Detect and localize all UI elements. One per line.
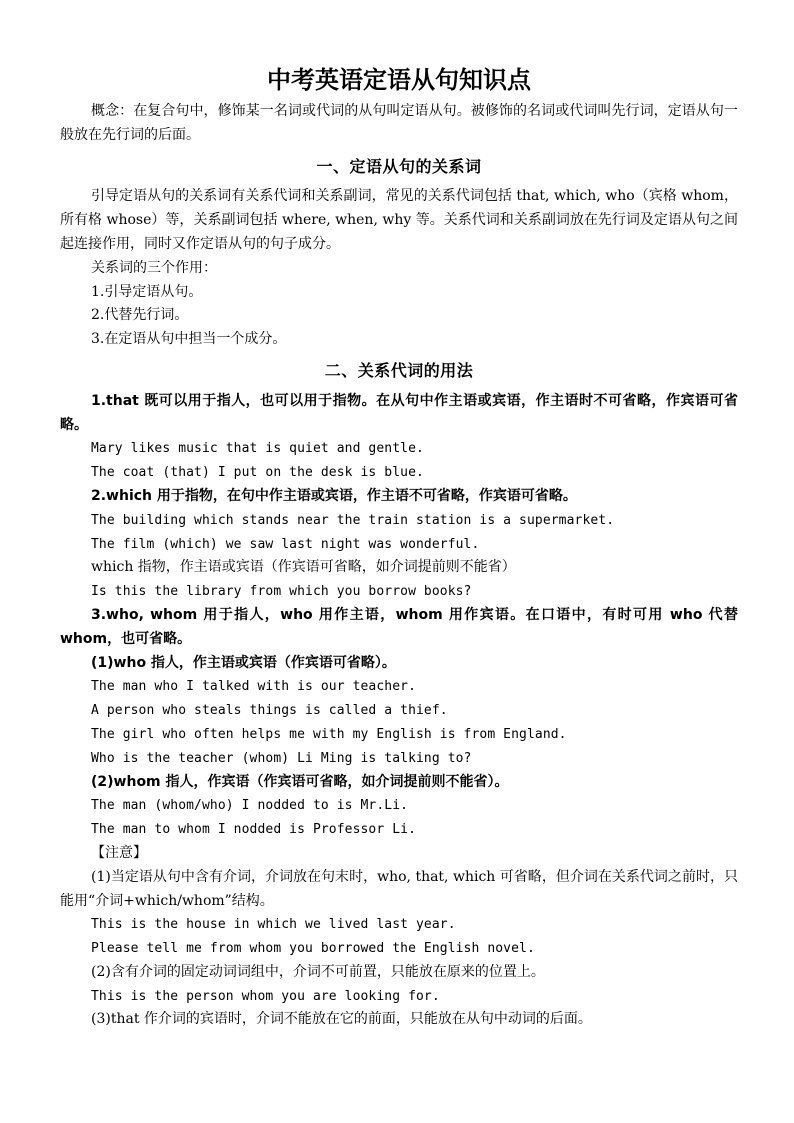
example-sentence: This is the house in which we lived last year. <box>91 917 456 933</box>
example-sentence: The coat (that) I put on the desk is blue. <box>91 465 424 481</box>
example-sentence: Please tell me from whom you borrowed the English novel. <box>91 941 535 957</box>
section-1-heading: 一、定语从句的关系词 <box>316 156 482 176</box>
example-sentence: The building which stands near the train station is a supermarket. <box>91 512 615 528</box>
function-item: 1.引导定语从句。 <box>91 283 203 300</box>
example-sentence: This is the person whom you are looking for. <box>91 988 440 1004</box>
note-1: (1)当定语从句中含有介词，介词放在句末时，who, that, which 可省略，但介词在关系代词之前时，只能用“介词+which/whom”结构。 <box>60 868 738 909</box>
example-sentence: The film (which) we saw last night was wonderful. <box>91 536 480 552</box>
rule-that: 1.that 既可以用于指人，也可以用于指物。在从句中作主语或宾语，作主语时不可省略，作宾语可省略。 <box>60 392 738 433</box>
intro-paragraph: 概念：在复合句中，修饰某一名词或代词的从句叫定语从句。被修饰的名词或代词叫先行词，定语从句一般放在先行词的后面。 <box>60 103 738 143</box>
example-sentence: Mary likes music that is quiet and gentle. <box>91 441 424 457</box>
rule-who-whom: 3.who, whom 用于指人，who 用作主语，whom 用作宾语。在口语中，有时可用 who 代替 whom，也可省略。 <box>60 606 738 647</box>
example-sentence: Is this the library from which you borrow books? <box>91 584 472 600</box>
example-sentence: The man to whom I nodded is Professor Li. <box>91 822 416 838</box>
sub-rule-who: (1)who 指人，作主语或宾语（作宾语可省略）。 <box>91 654 396 671</box>
example-sentence: The man who I talked with is our teacher. <box>91 679 416 695</box>
section-1-paragraph: 引导定语从句的关系词有关系代词和关系副词，常见的关系代词包括 that, which, who（宾格 whom，所有格 whose）等，关系副词包括 where, when, why 等。关系代词和关系副词放在先行词及定语从句之间起连接作用，同时又作定语从句的句子成分。 <box>60 188 738 252</box>
document-page <box>60 62 738 1032</box>
section-2-heading: 二、关系代词的用法 <box>324 360 474 380</box>
sub-rule-whom: (2)whom 指人，作宾语（作宾语可省略，如介词提前则不能省）。 <box>91 773 509 790</box>
note-label: 【注意】 <box>91 844 147 861</box>
rule-which: 2.which 用于指物，在句中作主语或宾语，作主语不可省略，作宾语可省略。 <box>91 487 577 504</box>
note-3: (3)that 作介词的宾语时，介词不能放在它的前面，只能放在从句中动词的后面。 <box>91 1011 592 1028</box>
which-note: which 指物，作主语或宾语（作宾语可省略，如介词提前则不能省） <box>91 559 516 576</box>
example-sentence: A person who steals things is called a thief. <box>91 703 448 719</box>
function-item: 2.代替先行词。 <box>91 307 189 324</box>
example-sentence: The girl who often helps me with my English is from England. <box>91 726 567 742</box>
example-sentence: The man (whom/who) I nodded to is Mr.Li. <box>91 798 409 814</box>
page-title: 中考英语定语从句知识点 <box>267 66 531 94</box>
example-sentence: Who is the teacher (whom) Li Ming is talking to? <box>91 750 472 766</box>
note-2: (2)含有介词的固定动词词组中，介词不可前置，只能放在原来的位置上。 <box>91 963 545 980</box>
function-item: 3.在定语从句中担当一个成分。 <box>91 331 287 348</box>
functions-label: 关系词的三个作用： <box>91 259 217 276</box>
